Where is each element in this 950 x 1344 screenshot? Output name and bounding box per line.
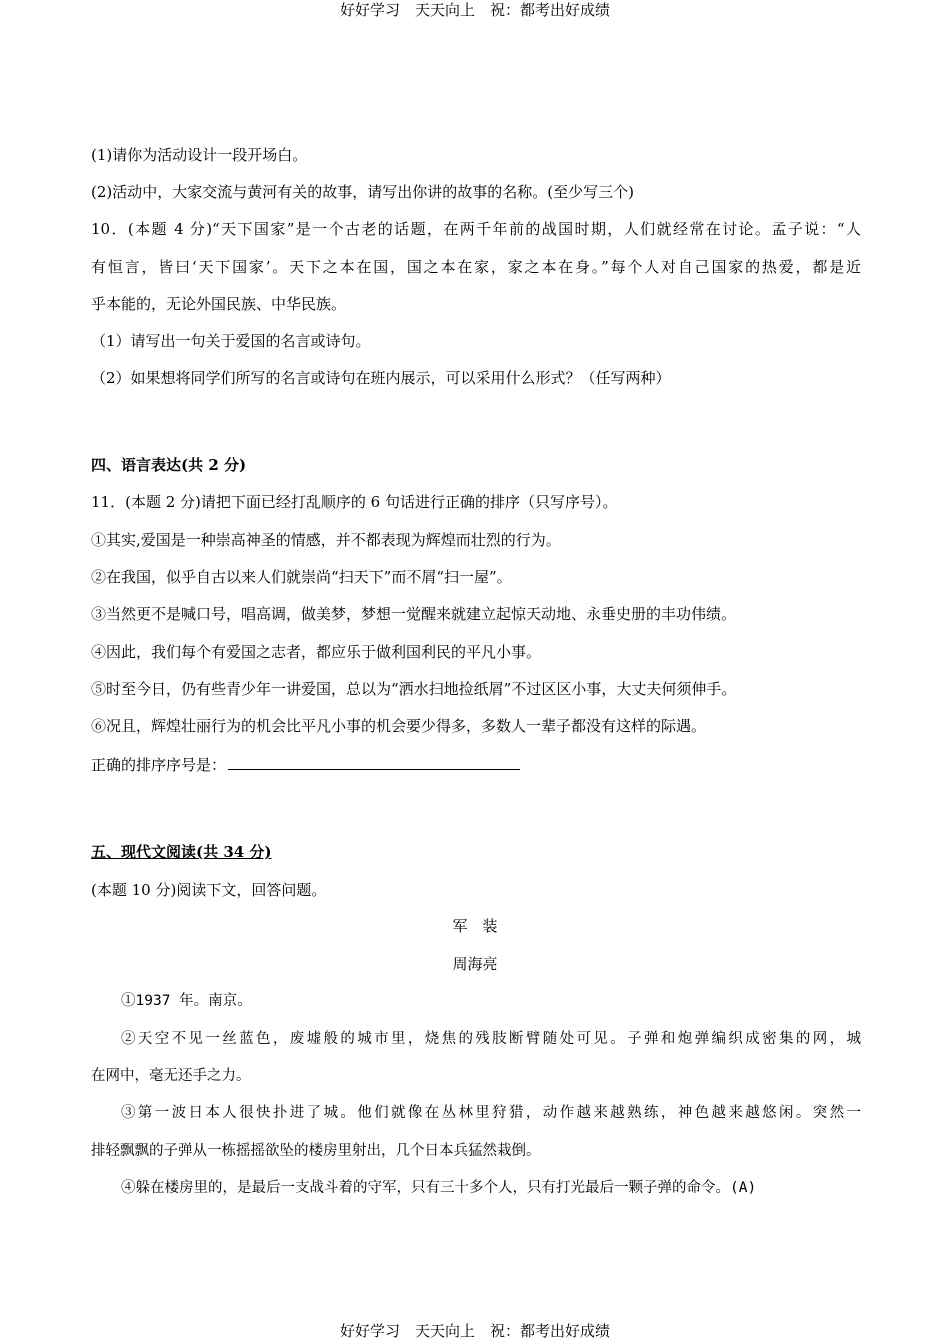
sentence-3: ③当然更不是喊口号，唱高调，做美梦，梦想一觉醒来就建立起惊天动地、永垂史册的丰功伟绩。 — [91, 605, 737, 623]
sentence-6: ⑥况且，辉煌壮丽行为的机会比平凡小事的机会要少得多，多数人一辈子都没有这样的际遇。 — [91, 717, 707, 735]
sentence-2: ②在我国，似乎自古以来人们就崇尚“扫天下”而不屑“扫一屋”。 — [91, 568, 512, 586]
paragraph-2-line-2: 在网中，毫无还手之力。 — [91, 1068, 251, 1084]
article-author: 周海亮 — [452, 955, 498, 973]
question-10-stem-line-2: 有恒言，皆曰‘天下国家’。天下之本在国，国之本在家，家之本在身。”每个人对自己国家的热爱，都是近 — [91, 258, 861, 276]
sentence-5: ⑤时至今日，仍有些青少年一讲爱国，总以为“洒水扫地捡纸屑”不过区区小事，大丈夫何须伸手。 — [91, 680, 737, 698]
question-10-stem-line-3: 乎本能的，无论外国民族、中华民族。 — [91, 295, 347, 313]
question-10-part-2: （2）如果想将同学们所写的名言或诗句在班内展示，可以采用什么形式？（任写两种） — [91, 369, 671, 387]
answer-blank[interactable] — [228, 755, 520, 770]
question-9-part-1: (1)请你为活动设计一段开场白。 — [91, 146, 308, 164]
paragraph-3-line-1: ③第一波日本人很快扑进了城。他们就像在丛林里狩猎，动作越来越熟练，神色越来越悠闲。突然一 — [121, 1105, 861, 1121]
paragraph-4: ④躲在楼房里的，是最后一支战斗着的守军，只有三十多个人，只有打光最后一颗子弹的命令。(A) — [121, 1180, 757, 1196]
question-11-stem: 11．(本题 2 分)请把下面已经打乱顺序的 6 句话进行正确的排序（只写序号）。 — [91, 493, 618, 511]
paragraph-2-line-1: ②天空不见一丝蓝色，废墟般的城市里，烧焦的残肢断臂随处可见。子弹和炮弹编织成密集的网，城 — [121, 1031, 861, 1047]
section-4-heading: 四、语言表达(共 2 分) — [91, 456, 247, 474]
section-5-heading: 五、现代文阅读(共 34 分) — [91, 843, 272, 861]
question-10-part-1: （1）请写出一句关于爱国的名言或诗句。 — [91, 332, 371, 350]
question-9-part-2: (2)活动中，大家交流与黄河有关的故事，请写出你讲的故事的名称。(至少写三个) — [91, 183, 634, 201]
answer-line — [91, 755, 861, 775]
question-10-stem-line-1: 10．(本题 4 分)“天下国家”是一个古老的话题，在两千年前的战国时期，人们就经常在讨论。孟子说：“人 — [91, 220, 861, 238]
paragraph-3-line-2: 排轻飘飘的子弹从一栋摇摇欲坠的楼房里射出，几个日本兵猛然栽倒。 — [91, 1143, 541, 1159]
paragraph-1: ①1937 年。南京。 — [121, 993, 252, 1009]
page-header: 好好学习 天天向上 祝：都考出好成绩 — [339, 1, 610, 19]
sentence-4: ④因此，我们每个有爱国之志者，都应乐于做利国利民的平凡小事。 — [91, 643, 542, 661]
answer-label: 正确的排序序号是： — [91, 756, 227, 774]
article-title: 军 装 — [452, 917, 498, 935]
reading-intro: (本题 10 分)阅读下文，回答问题。 — [91, 881, 327, 899]
sentence-1: ①其实,爱国是一种崇高神圣的情感，并不都表现为辉煌而壮烈的行为。 — [91, 531, 561, 549]
page-footer: 好好学习 天天向上 祝：都考出好成绩 — [339, 1322, 610, 1340]
